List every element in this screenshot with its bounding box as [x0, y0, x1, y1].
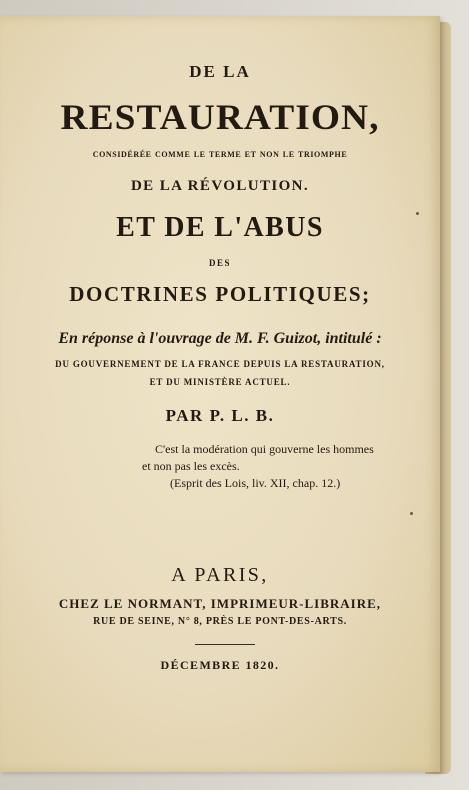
imprint-publisher: CHEZ LE NORMANT, IMPRIMEUR-LIBRAIRE, [58, 596, 382, 611]
title-restauration: RESTAURATION, [60, 97, 380, 137]
reply-line: En réponse à l'ouvrage de M. F. Guizot, intitulé : [58, 330, 382, 347]
author-line: PAR P. L. B. [165, 406, 275, 425]
epigraph-line-2: et non pas les excès. [142, 459, 240, 473]
subtitle-consideree: considérée comme le terme et non le triomphe [92, 148, 348, 160]
imprint-address: RUE DE SEINE, N° 8, PRÈS LE PONT-DES-ARTS. [93, 616, 347, 627]
imprint-city: A PARIS, [171, 564, 269, 586]
title-page [0, 16, 440, 772]
imprint-date: DÉCEMBRE 1820. [160, 658, 280, 672]
guizot-work-title-cont: ET DU MINISTÈRE ACTUEL. [149, 377, 291, 387]
title-doctrines: DOCTRINES POLITIQUES; [69, 282, 371, 306]
foxing-spot [416, 212, 419, 215]
divider-rule [195, 644, 255, 645]
epigraph-source: (Esprit des Lois, liv. XII, chap. 12.) [170, 476, 341, 490]
epigraph-line-1: C'est la modération qui gouverne les hommes [155, 442, 374, 456]
subtitle-revolution: DE LA RÉVOLUTION. [130, 178, 310, 194]
foxing-spot [410, 512, 413, 515]
guizot-work-title: DU GOUVERNEMENT DE LA FRANCE DEPUIS LA RESTAURATION, [55, 359, 385, 369]
title-abus: ET DE L'ABUS [116, 212, 324, 243]
title-de-la: DE LA [189, 62, 251, 81]
title-des: DES [208, 258, 231, 268]
